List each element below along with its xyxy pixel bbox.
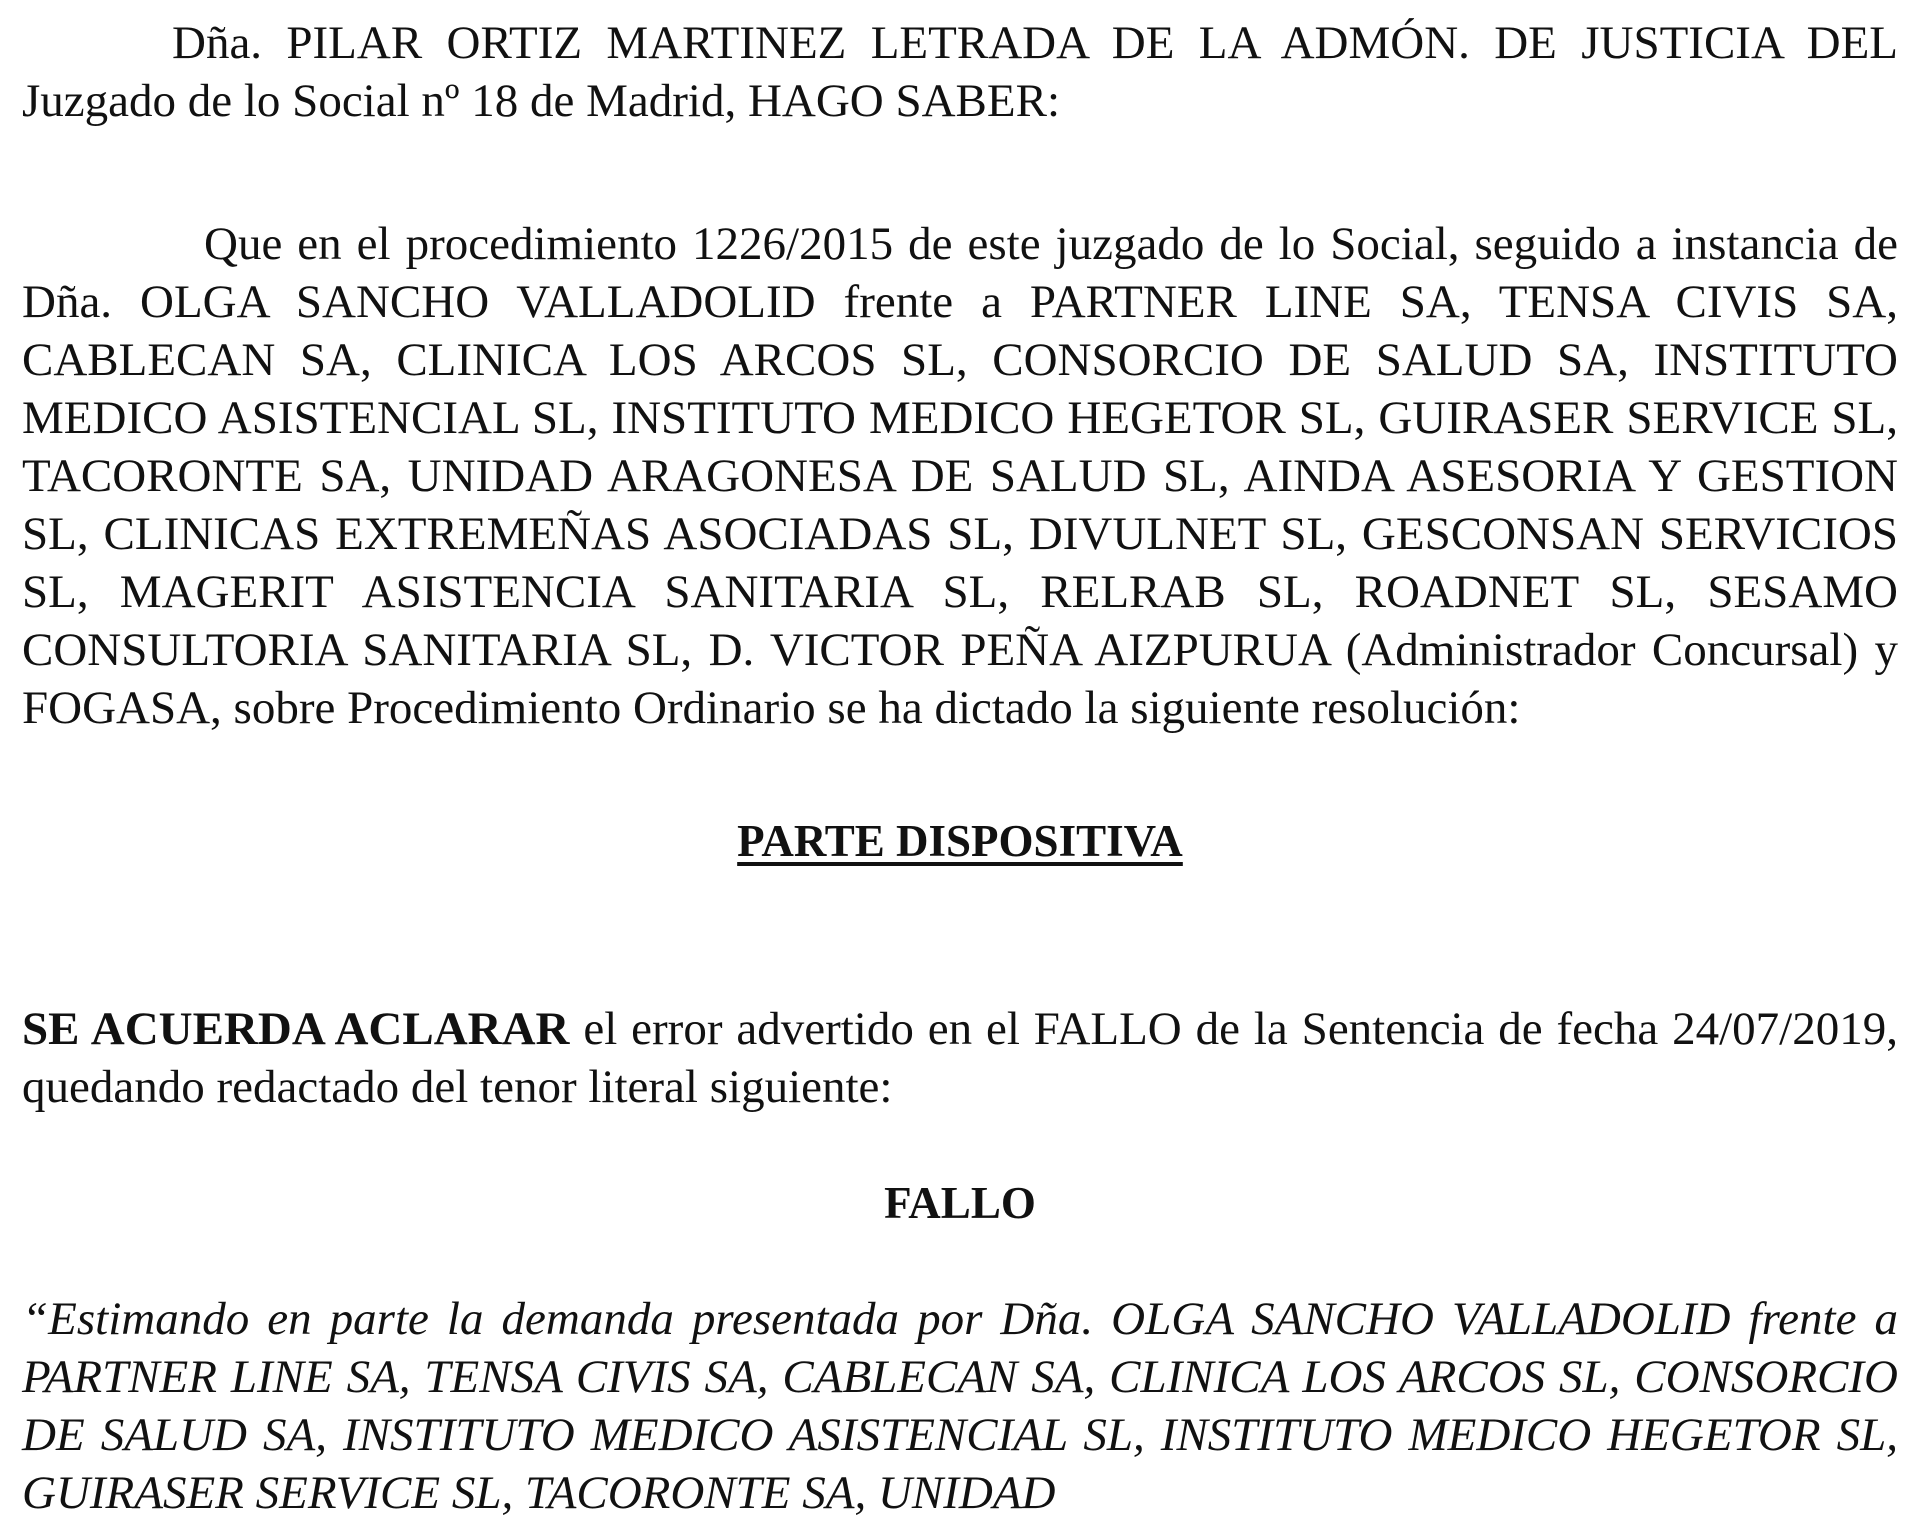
- intro-paragraph: Dña. PILAR ORTIZ MARTINEZ LETRADA DE LA ADMÓN. DE JUSTICIA DEL Juzgado de lo Social nº 18 de Madrid, HAGO SABER:: [22, 17, 1898, 127]
- heading-fallo: FALLO: [884, 1178, 1036, 1228]
- procedure-paragraph: Que en el procedimiento 1226/2015 de este juzgado de lo Social, seguido a instancia de Dña. OLGA SANCHO VALLADOLID frente a PARTNER LINE SA, TENSA CIVIS SA, CABLECAN SA, CLINICA LOS ARCOS SL, CONSORCIO DE SALUD SA, INSTITUTO MEDICO ASISTENCIAL SL, INSTITUTO MEDICO HEGETOR SL, GUIRASER SERVICE SL, TACORONTE SA, UNIDAD ARAGONESA DE SALUD SL, AINDA ASESORIA Y GESTION SL, CLINICAS EXTREMEÑAS ASOCIADAS SL, DIVULNET SL, GESCONSAN SERVICIOS SL, MAGERIT ASISTENCIA SANITARIA SL, RELRAB SL, ROADNET SL, SESAMO CONSULTORIA SANITARIA SL, D. VICTOR PEÑA AIZPURUA (Administrador Concursal) y FOGASA, sobre Procedimiento Ordinario se ha dictado la siguiente resolución:: [22, 218, 1898, 734]
- acuerda-rest: el error advertido en el FALLO de la Sentencia de fecha 24/07/2019, quedando redactado del tenor literal siguiente:: [22, 1003, 1898, 1113]
- heading-parte-dispositiva: PARTE DISPOSITIVA: [737, 816, 1183, 866]
- acuerda-lead: SE ACUERDA ACLARAR: [22, 1003, 570, 1055]
- fallo-paragraph: “Estimando en parte la demanda presentada por Dña. OLGA SANCHO VALLADOLID frente a PARTNER LINE SA, TENSA CIVIS SA, CABLECAN SA, CLINICA LOS ARCOS SL, CONSORCIO DE SALUD SA, INSTITUTO MEDICO ASISTENCIAL SL, INSTITUTO MEDICO HEGETOR SL, GUIRASER SERVICE SL, TACORONTE SA, UNIDAD: [22, 1293, 1898, 1519]
- document-page: [22, 14, 1898, 1522]
- acuerda-paragraph: [22, 1000, 1898, 1116]
